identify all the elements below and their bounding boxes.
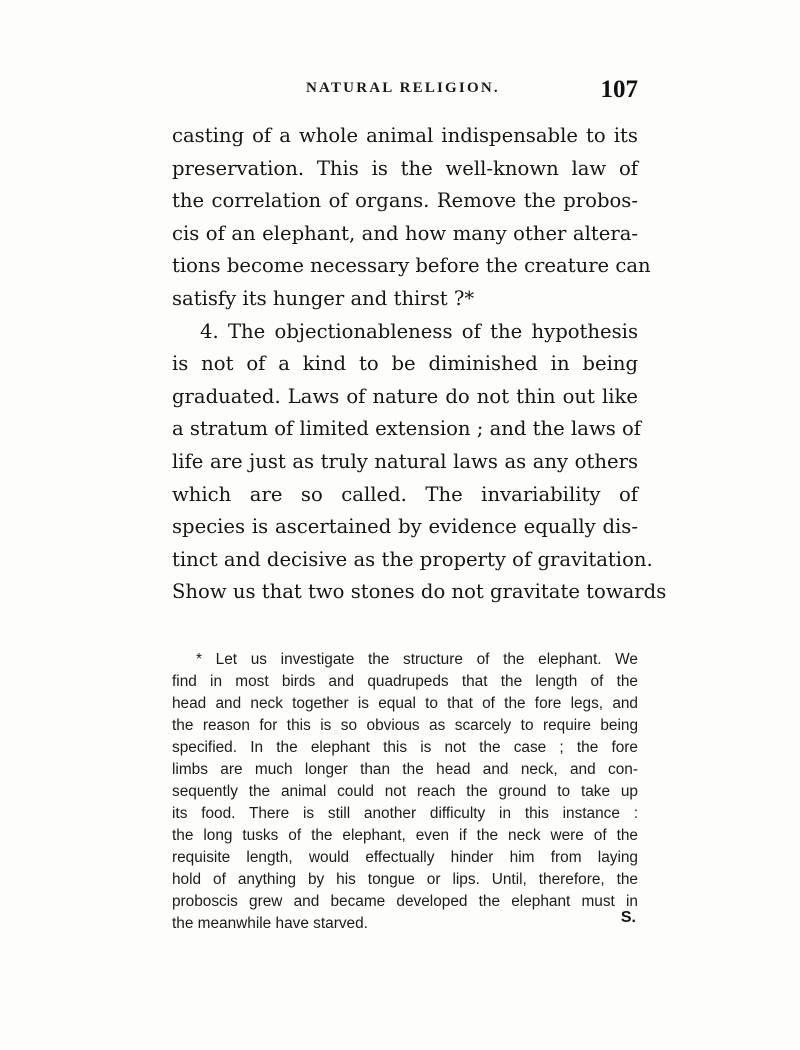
text-line: casting of a whole animal indispensable to its [172,124,638,147]
footnote [172,649,638,935]
page-number: 107 [600,76,638,103]
text-line: life are just as truly natural laws as any others [172,449,638,473]
text-line: which are so called. The invariability of [172,482,638,506]
footnote-line: the long tusks of the elephant, even if the neck were of the [172,827,638,844]
text-line: graduated. Laws of nature do not thin out like [172,384,638,408]
footnote-line: sequently the animal could not reach the ground to take up [172,783,638,800]
text-line: preservation. This is the well-known law of [172,156,638,180]
running-title: NATURAL RELIGION. [306,80,500,96]
text-line: Show us that two stones do not gravitate towards [172,580,667,604]
footnote-last-line [172,909,638,935]
footnote-line: proboscis grew and became developed the elephant must in [172,893,638,910]
footnote-signature: S. [620,909,636,926]
text-line: a stratum of limited extension ; and the laws of [172,417,642,441]
footnote-line: limbs are much longer than the head and neck, and con- [172,761,638,778]
footnote-line: head and neck together is equal to that of the fore legs, and [172,695,638,712]
text-line: is not of a kind to be diminished in being [172,352,638,376]
body-text [172,120,667,609]
paragraph-4 [172,316,667,609]
text-line: cis of an elephant, and how many other altera- [172,221,638,245]
paragraph-continuation [172,120,651,316]
footnote-line: its food. There is still another difficulty in this instance : [172,805,638,822]
running-head [300,78,640,108]
text-line: species is ascertained by evidence equally dis- [172,515,638,539]
footnote-line: * Let us investigate the structure of the elephant. We [196,651,638,668]
text-line: satisfy its hunger and thirst ?* [172,286,475,310]
footnote-line: hold of anything by his tongue or lips. Until, therefore, the [172,871,638,888]
footnote-line: specified. In the elephant this is not the case ; the fore [172,739,638,756]
text-line: tinct and decisive as the property of gravitation. [172,547,653,571]
footnote-line: find in most birds and quadrupeds that the length of the [172,673,638,690]
footnote-line: the meanwhile have starved. [172,915,368,932]
footnote-line: requisite length, would effectually hinder him from laying [172,849,638,866]
text-line: 4. The objectionableness of the hypothesis [200,319,638,343]
footnote-line: the reason for this is so obvious as scarcely to require being [172,717,638,734]
text-line: the correlation of organs. Remove the probos- [172,189,638,213]
text-line: tions become necessary before the creature can [172,254,651,278]
